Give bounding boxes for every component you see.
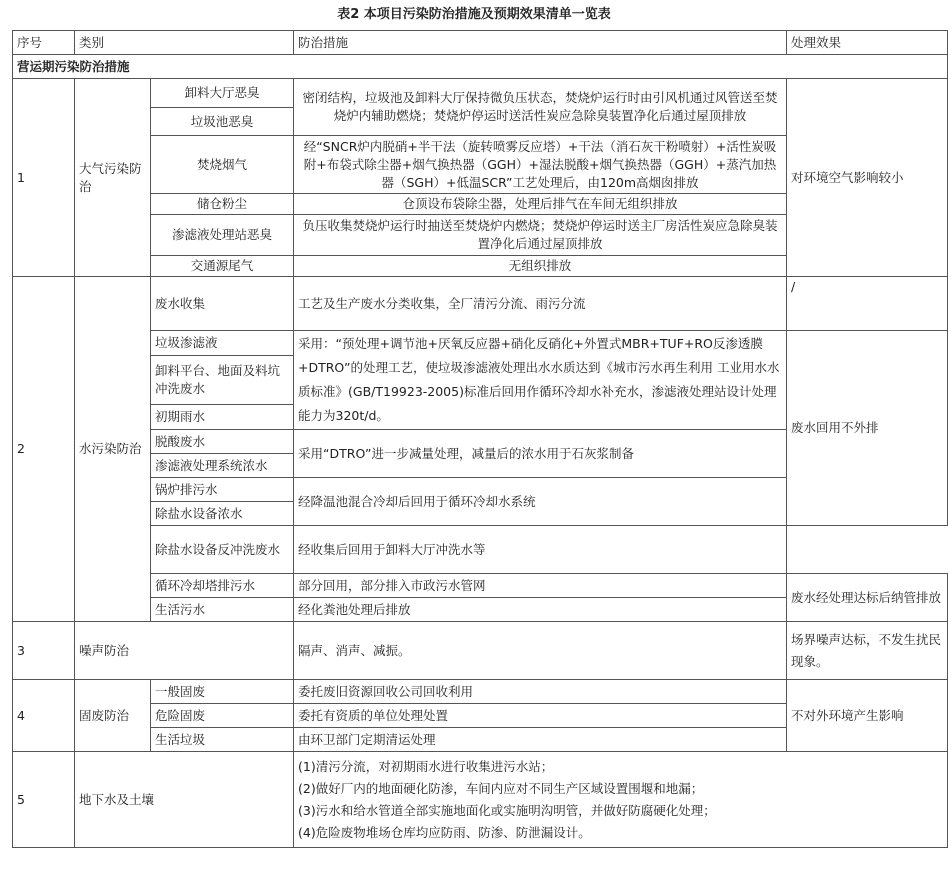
measure-cell: 部分回用，部分排入市政污水管网 bbox=[294, 574, 787, 598]
measure-cell: 经收集后回用于卸料大厅冲洗水等 bbox=[294, 526, 787, 574]
pollution-control-table bbox=[12, 30, 948, 848]
measure-cell: 采用：“预处理+调节池+厌氧反应器+硝化反硝化+外置式MBR+TUF+RO反渗透膜+DTRO”的处理工艺，使垃圾渗滤液处理出水水质达到《城市污水再生利用 工业用水水质标准》(GB/T19923-2005)标准后回用作循环冷却水补充水，渗滤液处理站设计处理能力为320t/d。 bbox=[294, 331, 787, 430]
table-row bbox=[13, 277, 948, 331]
row-no: 3 bbox=[13, 622, 75, 680]
list-item: (2)做好厂内的地面硬化防渗，车间内应对不同生产区域设置围堰和地漏； bbox=[298, 780, 704, 796]
sub-category: 危险固废 bbox=[151, 704, 294, 728]
sub-category: 交通源尾气 bbox=[151, 256, 294, 277]
row-category: 地下水及土壤 bbox=[75, 752, 294, 848]
list-item: (4)危险废物堆场仓库均应防雨、防渗、防泄漏设计。 bbox=[298, 824, 591, 840]
sub-category: 脱酸废水 bbox=[151, 430, 294, 454]
section-title: 营运期污染防治措施 bbox=[13, 55, 948, 79]
effect-cell: / bbox=[787, 277, 948, 331]
section-row bbox=[13, 55, 948, 79]
sub-category: 锅炉排污水 bbox=[151, 478, 294, 502]
header-measure: 防治措施 bbox=[294, 31, 787, 55]
row-category: 噪声防治 bbox=[75, 622, 294, 680]
measure-cell: 仓顶设布袋除尘器，处理后排气在车间无组织排放 bbox=[294, 194, 787, 215]
measure-cell: 无组织排放 bbox=[294, 256, 787, 277]
sub-category: 除盐水设备反冲洗废水 bbox=[151, 526, 294, 574]
row-no: 5 bbox=[13, 752, 75, 848]
measure-cell: 经“SNCR炉内脱硝+半干法（旋转喷雾反应塔）+干法（消石灰干粉喷射）+活性炭吸附+布袋式除尘器+烟气换热器（GGH）+湿法脱酸+烟气换热器（GGH）+蒸汽加热器（SGH）+低温SCR”工艺处理后，由120m高烟囱排放 bbox=[294, 136, 787, 194]
row-no: 1 bbox=[13, 79, 75, 277]
header-no: 序号 bbox=[13, 31, 75, 55]
table-row bbox=[13, 331, 948, 356]
header-row bbox=[13, 31, 948, 55]
list-item: (3)污水和给水管道全部实施地面化或实施明沟明管，并做好防腐硬化处理； bbox=[298, 802, 716, 818]
sub-category: 生活垃圾 bbox=[151, 728, 294, 752]
sub-category: 生活污水 bbox=[151, 598, 294, 622]
effect-cell: 废水经处理达标后纳管排放 bbox=[787, 574, 948, 622]
header-category: 类别 bbox=[75, 31, 294, 55]
row-no: 2 bbox=[13, 277, 75, 622]
row-category: 水污染防治 bbox=[75, 277, 151, 622]
table-row bbox=[13, 622, 948, 680]
sub-category: 垃圾渗滤液 bbox=[151, 331, 294, 356]
sub-category: 卸料平台、地面及料坑冲洗废水 bbox=[151, 355, 294, 405]
measure-cell: 经降温池混合冷却后回用于循环冷却水系统 bbox=[294, 478, 787, 526]
table-row bbox=[13, 79, 948, 108]
effect-cell: 对环境空气影响较小 bbox=[787, 79, 948, 277]
effect-cell: 废水回用不外排 bbox=[787, 331, 948, 526]
measure-cell: 委托有资质的单位处理处置 bbox=[294, 704, 787, 728]
measure-cell: 采用“DTRO”进一步减量处理，减量后的浓水用于石灰浆制备 bbox=[294, 430, 787, 478]
sub-category: 储仓粉尘 bbox=[151, 194, 294, 215]
sub-category: 渗滤液处理系统浓水 bbox=[151, 454, 294, 478]
table-row bbox=[13, 574, 948, 598]
measure-cell: 经化粪池处理后排放 bbox=[294, 598, 787, 622]
list-item: (1)清污分流，对初期雨水进行收集进污水站； bbox=[298, 758, 554, 774]
sub-category: 垃圾池恶臭 bbox=[151, 108, 294, 136]
effect-cell: 场界噪声达标，不发生扰民现象。 bbox=[787, 622, 948, 680]
row-no: 4 bbox=[13, 680, 75, 752]
effect-cell: 不对外环境产生影响 bbox=[787, 680, 948, 752]
table-title: 表2 本项目污染防治措施及预期效果清单一览表 bbox=[337, 7, 611, 22]
measure-cell: 负压收集焚烧炉运行时抽送至焚烧炉内燃烧；焚烧炉停运时送主厂房活性炭应急除臭装置净化后通过屋顶排放 bbox=[294, 215, 787, 256]
sub-category: 渗滤液处理站恶臭 bbox=[151, 215, 294, 256]
table-row bbox=[13, 680, 948, 704]
table-row bbox=[13, 752, 948, 848]
sub-category: 废水收集 bbox=[151, 277, 294, 331]
table-row bbox=[13, 526, 948, 574]
measure-cell: 由环卫部门定期清运处理 bbox=[294, 728, 787, 752]
sub-category: 循环冷却塔排污水 bbox=[151, 574, 294, 598]
header-effect: 处理效果 bbox=[787, 31, 948, 55]
sub-category: 卸料大厅恶臭 bbox=[151, 79, 294, 108]
measure-cell: 密闭结构，垃圾池及卸料大厅保持微负压状态，焚烧炉运行时由引风机通过风管送至焚烧炉内辅助燃烧；焚烧炉停运时送活性炭应急除臭装置净化后通过屋顶排放 bbox=[294, 79, 787, 136]
row-category: 固废防治 bbox=[75, 680, 151, 752]
measure-cell: 委托废旧资源回收公司回收利用 bbox=[294, 680, 787, 704]
measure-cell: 工艺及生产废水分类收集，全厂清污分流、雨污分流 bbox=[294, 277, 787, 331]
sub-category: 一般固废 bbox=[151, 680, 294, 704]
measure-cell: 隔声、消声、减振。 bbox=[294, 622, 787, 680]
sub-category: 初期雨水 bbox=[151, 405, 294, 430]
sub-category: 除盐水设备浓水 bbox=[151, 502, 294, 526]
row-category: 大气污染防治 bbox=[75, 79, 151, 277]
measure-list bbox=[294, 752, 948, 848]
sub-category: 焚烧烟气 bbox=[151, 136, 294, 194]
